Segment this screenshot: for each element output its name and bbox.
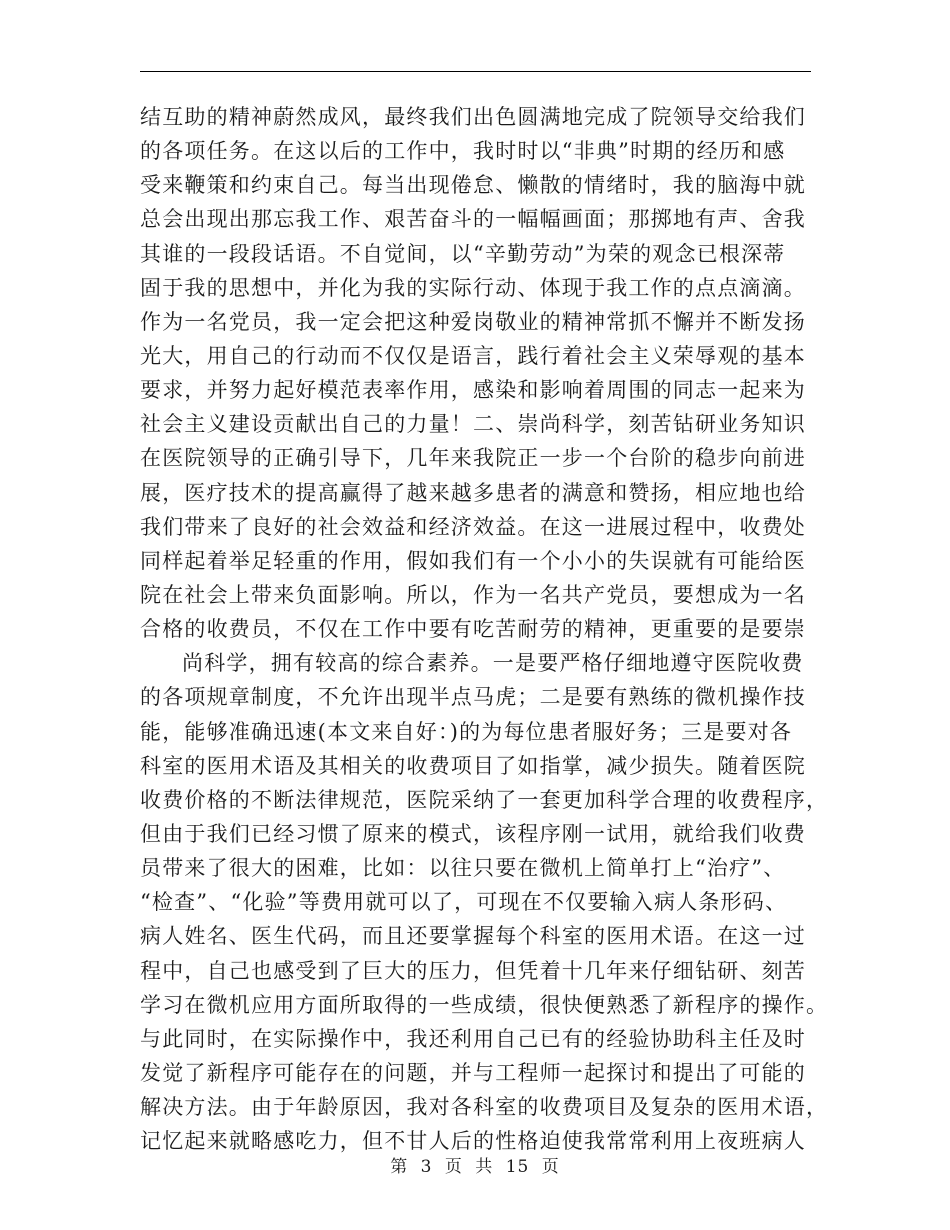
text-line-indented: 尚科学，拥有较高的综合素养。一是要严格仔细地遵守医院收费: [182, 651, 804, 676]
text-line: 与此同时，在实际操作中，我还利用自己已有的经验协助科主任及时: [140, 1026, 806, 1051]
footer-label-gong: 共: [475, 1157, 494, 1177]
text-line: 结互助的精神蔚然成风，最终我们出色圆满地完成了院领导交给我们: [140, 105, 806, 129]
text-line: 院在社会上带来负面影响。所以，作为一名共产党员，要想成为一名: [140, 582, 806, 607]
text-line: 员带来了很大的困难，比如：以往只要在微机上简单打上“治疗”、: [140, 856, 786, 881]
text-line: 解决方法。由于年龄原因，我对各科室的收费项目及复杂的医用术语，: [140, 1095, 829, 1120]
text-line: 收费价格的不断法律规范，医院采纳了一套更加科学合理的收费程序，: [140, 787, 829, 812]
footer-label-ye-2: 页: [541, 1157, 560, 1177]
current-page-number: 3: [420, 1157, 433, 1177]
document-body: [140, 100, 829, 1158]
text-line: 作为一名党员，我一定会把这种爱岗敬业的精神常抓不懈并不断发扬: [140, 309, 806, 334]
text-line: 光大，用自己的行动而不仅仅是语言，践行着社会主义荣辱观的基本: [140, 343, 806, 368]
total-pages-number: 15: [505, 1157, 530, 1177]
header-rule: [140, 71, 811, 72]
text-line: 能，能够准确迅速(本文来自好：)的为每位患者服好务；三是要对各: [140, 719, 793, 744]
text-line: 病人姓名、医生代码，而且还要掌握每个科室的医用术语。在这一过: [140, 924, 806, 949]
text-line: 其谁的一段段话语。不自觉间，以“辛勤劳动”为荣的观念已根深蒂: [140, 241, 786, 266]
footer-label-di: 第: [390, 1157, 409, 1177]
text-line: 受来鞭策和约束自己。每当出现倦怠、懒散的情绪时，我的脑海中就: [140, 173, 806, 198]
text-line: 在医院领导的正确引导下，几年来我院正一步一个台阶的稳步向前进: [140, 446, 806, 471]
text-line: 但由于我们已经习惯了原来的模式，该程序刚一试用，就给我们收费: [140, 821, 806, 846]
text-line: 程中，自己也感受到了巨大的压力，但凭着十几年来仔细钻研、刻苦: [140, 958, 806, 983]
text-line: “检查”、“化验”等费用就可以了，可现在不仅要输入病人条形码、: [140, 890, 788, 915]
page-footer: [0, 1152, 950, 1177]
text-line: 科室的医用术语及其相关的收费项目了如指掌，减少损失。随着医院: [140, 753, 806, 778]
text-line: 学习在微机应用方面所取得的一些成绩，很快便熟悉了新程序的操作。: [140, 992, 829, 1017]
text-line: 展，医疗技术的提高赢得了越来越多患者的满意和赞扬，相应地也给: [140, 480, 806, 505]
footer-label-ye: 页: [444, 1157, 463, 1177]
text-line: 固于我的思想中，并化为我的实际行动、体现于我工作的点点滴滴。: [140, 275, 806, 300]
text-line: 同样起着举足轻重的作用，假如我们有一个小小的失误就有可能给医: [140, 548, 806, 573]
text-line: 要求，并努力起好模范表率作用，感染和影响着周围的同志一起来为: [140, 378, 806, 403]
text-line: 记忆起来就略感吃力，但不甘人后的性格迫使我常常利用上夜班病人: [140, 1129, 806, 1154]
text-line: 社会主义建设贡献出自己的力量！二、崇尚科学，刻苦钻研业务知识: [140, 412, 806, 437]
text-line: 的各项任务。在这以后的工作中，我时时以“非典”时期的经历和感: [140, 139, 786, 164]
text-line: 的各项规章制度，不允许出现半点马虎；二是要有熟练的微机操作技: [140, 685, 806, 710]
text-line: 合格的收费员，不仅在工作中要有吃苦耐劳的精神，更重要的是要崇: [140, 617, 806, 642]
text-line: 总会出现出那忘我工作、艰苦奋斗的一幅幅画面；那掷地有声、舍我: [140, 207, 806, 232]
text-line: 发觉了新程序可能存在的问题，并与工程师一起探讨和提出了可能的: [140, 1060, 806, 1085]
text-line: 我们带来了良好的社会效益和经济效益。在这一进展过程中，收费处: [140, 514, 806, 539]
